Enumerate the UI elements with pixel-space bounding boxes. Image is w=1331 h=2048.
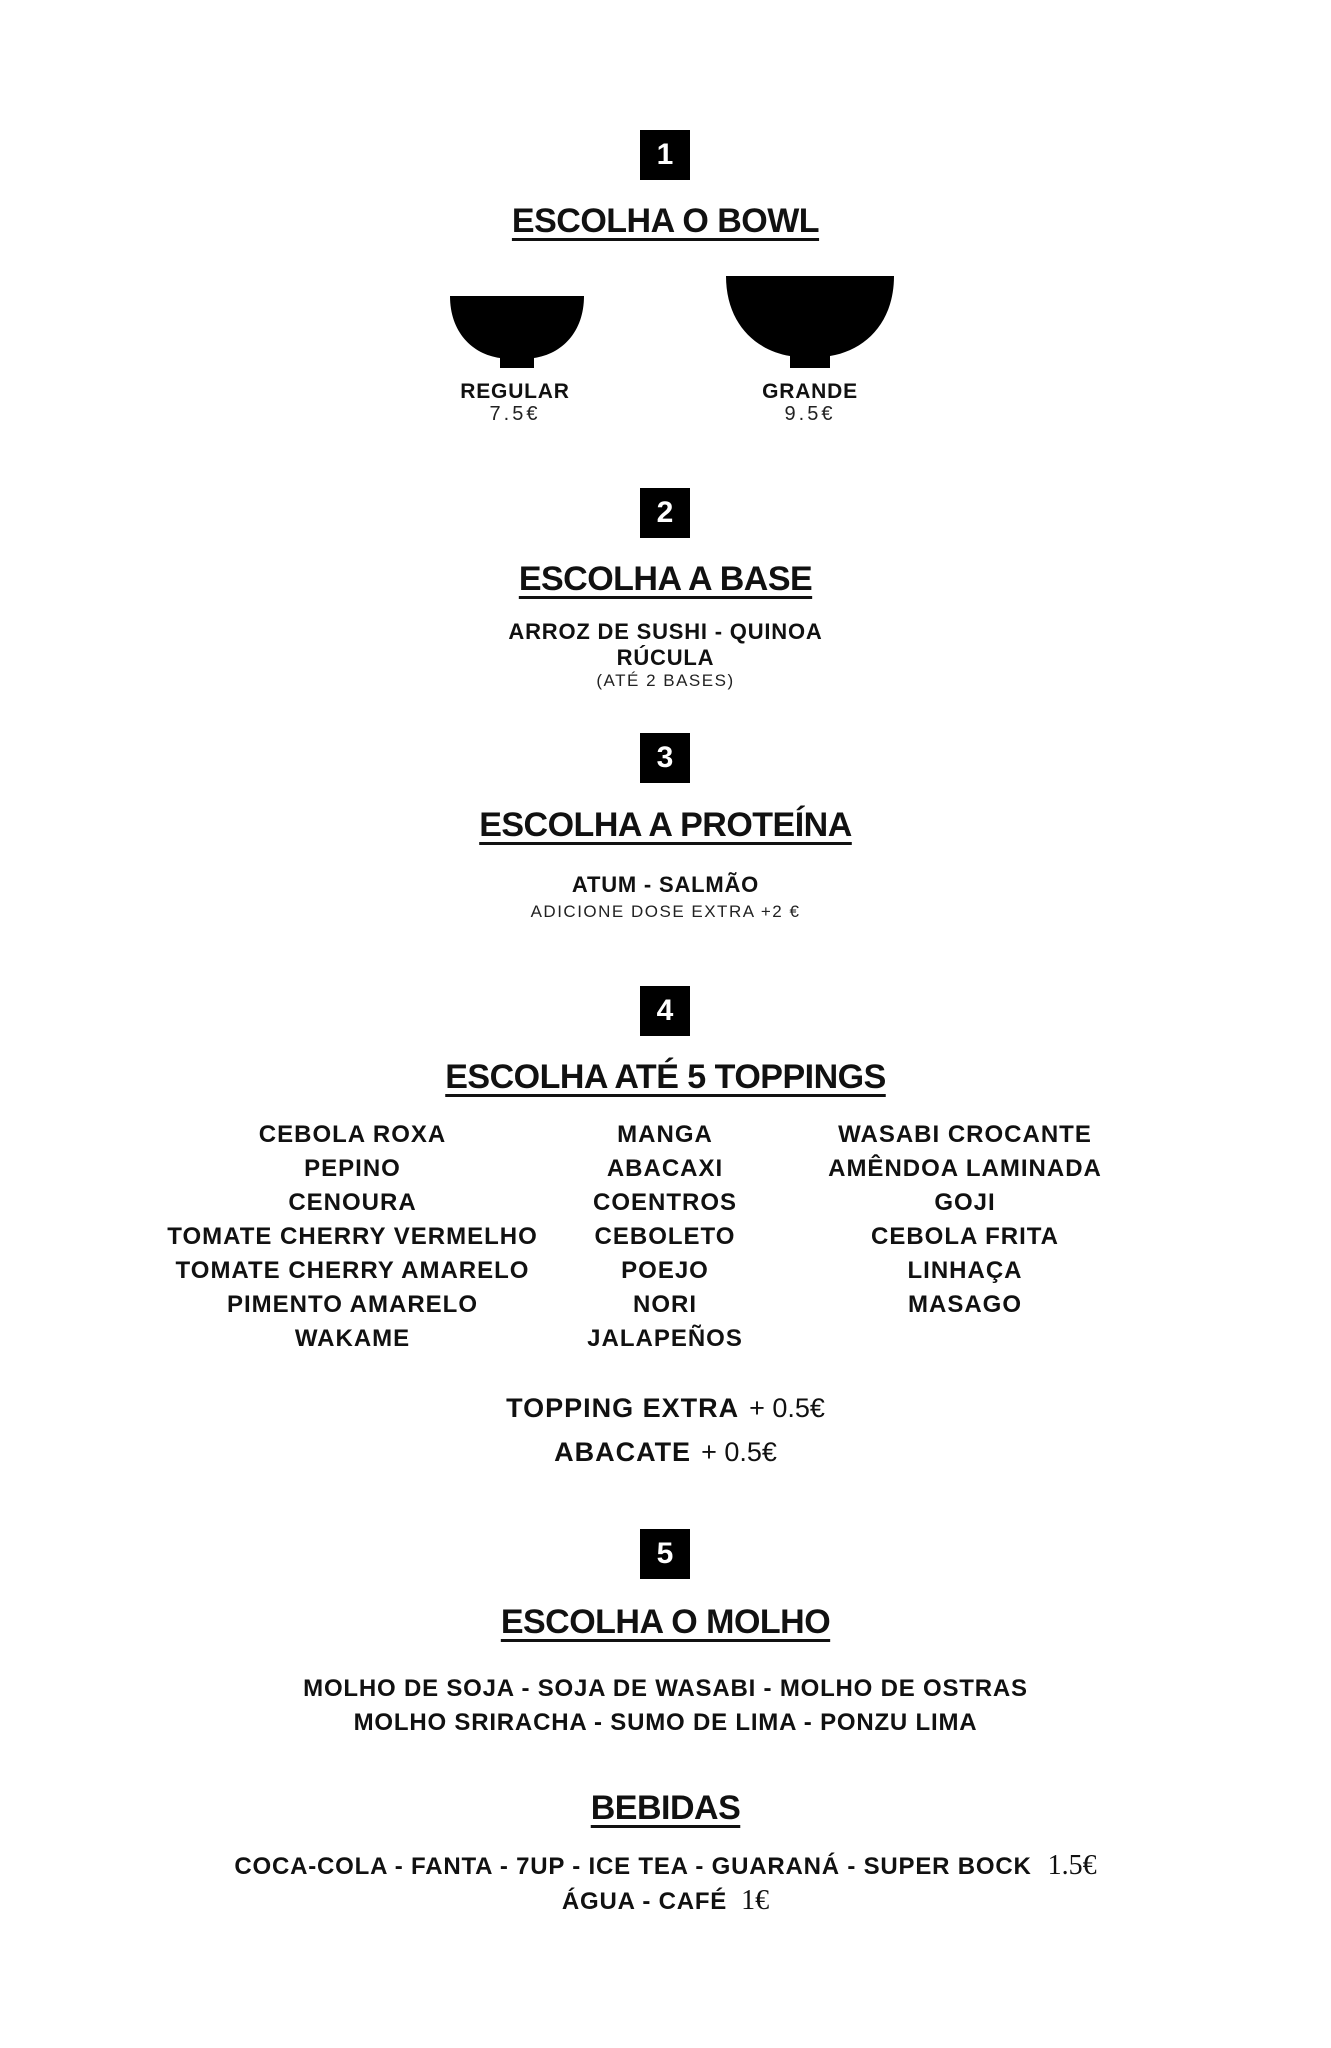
- topping-item: AMÊNDOA LAMINADA: [828, 1155, 1102, 1182]
- step-5-title: ESCOLHA O MOLHO: [500, 1603, 831, 1641]
- bowl-regular-price: 7.5€: [489, 403, 541, 425]
- protein-options: ATUM - SALMÃO: [571, 872, 760, 897]
- topping-item: CENOURA: [288, 1189, 417, 1216]
- abacate-label: ABACATE: [554, 1437, 692, 1467]
- step-3-title: ESCOLHA A PROTEÍNA: [479, 806, 852, 844]
- drinks-list: COCA-COLA - FANTA - 7UP - ICE TEA - GUARANÁ - SUPER BOCK: [234, 1853, 1032, 1880]
- drinks-line-2: [0, 1885, 1331, 1917]
- topping-extra-label: TOPPING EXTRA: [506, 1393, 740, 1423]
- topping-item: GOJI: [934, 1189, 996, 1216]
- topping-item: ABACAXI: [606, 1155, 724, 1182]
- protein-note: ADICIONE DOSE EXTRA +2 €: [530, 902, 801, 921]
- topping-item: TOMATE CHERRY VERMELHO: [167, 1223, 538, 1250]
- topping-extra-price: + 0.5€: [749, 1393, 825, 1423]
- base-note: (ATÉ 2 BASES): [596, 671, 735, 690]
- topping-item: WASABI CROCANTE: [838, 1121, 1092, 1148]
- topping-item: CEBOLA ROXA: [258, 1121, 447, 1148]
- drinks-line-1: [0, 1850, 1331, 1882]
- topping-item: MASAGO: [908, 1291, 1022, 1318]
- topping-item: NORI: [633, 1291, 697, 1318]
- step-5-badge: 5: [640, 1529, 690, 1579]
- topping-item: LINHAÇA: [907, 1257, 1023, 1284]
- bowl-grande-price: 9.5€: [784, 403, 836, 425]
- bowl-grande-label: GRANDE: [762, 380, 858, 403]
- step-3-badge: 3: [640, 733, 690, 783]
- toppings-column-3: [810, 1118, 1120, 1322]
- toppings-column-1: [150, 1118, 555, 1356]
- base-options: ARROZ DE SUSHI - QUINOA: [508, 619, 823, 644]
- sauce-options-line-1: MOLHO DE SOJA - SOJA DE WASABI - MOLHO DE OSTRAS: [303, 1675, 1028, 1702]
- step-4-badge: 4: [640, 986, 690, 1036]
- topping-item: WAKAME: [294, 1325, 411, 1352]
- topping-item: CEBOLA FRITA: [871, 1223, 1059, 1250]
- topping-item: PEPINO: [304, 1155, 401, 1182]
- large-bowl-icon: [726, 276, 894, 368]
- bowl-regular-label: REGULAR: [460, 380, 570, 403]
- topping-item: MANGA: [617, 1121, 713, 1148]
- base-option-rucula: RÚCULA: [616, 645, 715, 670]
- step-1-badge: 1: [640, 130, 690, 180]
- small-bowl-icon: [450, 296, 584, 368]
- topping-item: CEBOLETO: [594, 1223, 736, 1250]
- agua-cafe-list: ÁGUA - CAFÉ: [561, 1888, 728, 1915]
- sauce-options-line-2: MOLHO SRIRACHA - SUMO DE LIMA - PONZU LIMA: [353, 1709, 978, 1736]
- abacate-price: + 0.5€: [701, 1437, 777, 1467]
- drinks-title: BEBIDAS: [590, 1789, 741, 1827]
- topping-item: PIMENTO AMARELO: [226, 1291, 478, 1318]
- step-1-title: ESCOLHA O BOWL: [511, 202, 820, 240]
- topping-item: POEJO: [621, 1257, 709, 1284]
- toppings-column-2: [545, 1118, 785, 1356]
- abacate-line: [0, 1437, 1331, 1468]
- step-2-title: ESCOLHA A BASE: [518, 560, 813, 598]
- step-2-badge: 2: [640, 488, 690, 538]
- drinks-price: 1.5€: [1047, 1850, 1097, 1881]
- topping-extra-line: [0, 1393, 1331, 1424]
- topping-item: JALAPEÑOS: [587, 1325, 743, 1352]
- topping-item: TOMATE CHERRY AMARELO: [175, 1257, 530, 1284]
- topping-item: COENTROS: [592, 1189, 737, 1216]
- agua-cafe-price: 1€: [741, 1885, 770, 1916]
- step-4-title: ESCOLHA ATÉ 5 TOPPINGS: [445, 1058, 886, 1096]
